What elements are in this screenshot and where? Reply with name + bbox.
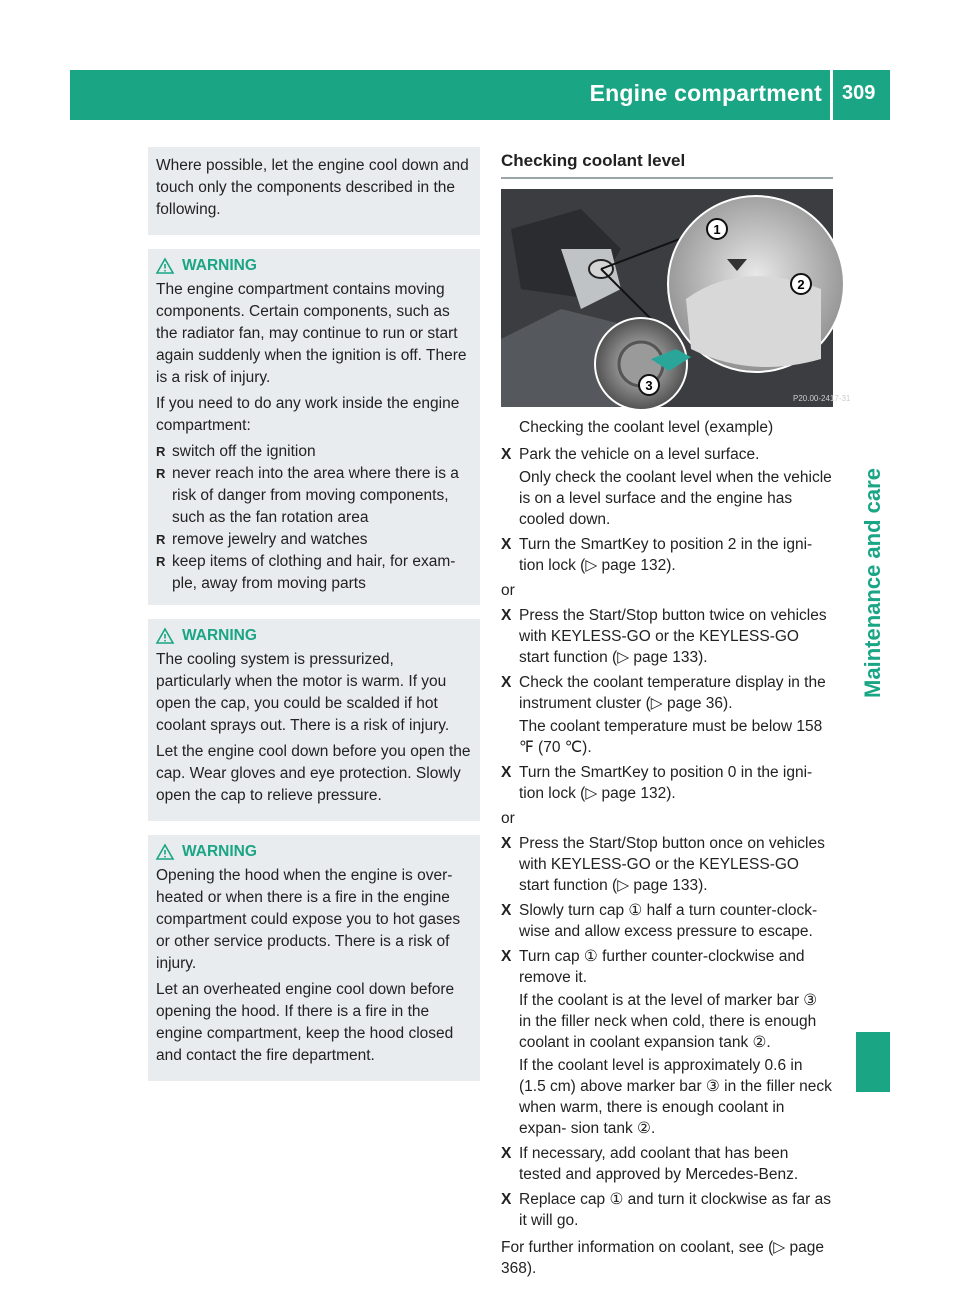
warning-heading: WARNING: [156, 841, 472, 863]
chapter-title: Engine compartment: [589, 80, 822, 106]
step: X Check the coolant temperature display in the instrument cluster (▷ page 36). The coolant temperature must be below 158 ℉ (70 ℃).: [501, 672, 833, 758]
step: X Replace cap ① and turn it clockwise as far as it will go.: [501, 1191, 831, 1229]
svg-text:3: 3: [645, 378, 653, 393]
intro-text: Where possible, let the engine cool down and touch only the components described in the following.: [156, 157, 469, 218]
step: X Slowly turn cap ① half a turn counter-clock- wise and allow excess pressure to escape.: [501, 902, 818, 940]
warning-list: [156, 441, 472, 595]
warning-heading: WARNING: [156, 625, 472, 647]
photo-caption: Checking the coolant level (example): [519, 419, 774, 436]
step: X Press the Start/Stop button twice on vehicles with KEYLESS-GO or the KEYLESS-GO start function (▷ page 133).: [501, 607, 827, 666]
or-label: or: [501, 582, 515, 599]
step: X Turn the SmartKey to position 2 in the igni- tion lock (▷ page 132).: [501, 536, 813, 574]
warning-heading: WARNING: [156, 255, 472, 277]
warning-triangle-icon: [156, 844, 174, 860]
list-item: R switch off the ignition: [156, 441, 472, 463]
step: X Press the Start/Stop button once on vehicles with KEYLESS-GO or the KEYLESS-GO start function (▷ page 133).: [501, 835, 825, 894]
header-divider: [830, 70, 833, 120]
step: X Park the vehicle on a level surface. Only check the coolant level when the vehicle is on a level surface and the engine has cooled down.: [501, 446, 832, 528]
step-arrow-icon: X: [501, 835, 512, 852]
warning-text: Let an overheated engine cool down before opening the hood. If there is a fire in the engine compartment, keep the hood closed and contact the fire department.: [156, 981, 455, 1064]
step-note: If the coolant level is approximately 0.6 in (1.5 cm) above marker bar ③ in the filler neck when warm, there is enough coolant in expan- sion tank ②.: [519, 1057, 832, 1137]
callout-1: [707, 219, 727, 239]
callout-2: [791, 274, 811, 294]
step-arrow-icon: X: [501, 948, 512, 965]
warning-text: If you need to do any work inside the engine compartment:: [156, 395, 460, 434]
step-arrow-icon: X: [501, 674, 512, 691]
warning-box-3: [148, 835, 480, 1081]
step-note: Only check the coolant level when the vehicle is on a level surface and the engine has cooled down.: [519, 469, 832, 528]
warning-text: The engine compartment contains moving components. Certain components, such as the radiator fan, may continue to run or start again suddenly when the ignition is off. There is a risk of injury.: [156, 281, 467, 386]
or-label: or: [501, 810, 515, 827]
intro-box: [148, 147, 480, 235]
warning-triangle-icon: [156, 258, 174, 274]
step-arrow-icon: X: [501, 902, 512, 919]
engine-coolant-photo: [501, 189, 851, 407]
side-tab-label: Maintenance and care: [860, 468, 885, 698]
section-title: Checking coolant level: [501, 150, 833, 179]
side-tab-marker: [856, 1032, 890, 1092]
photo-code: P20.00-2417-31: [793, 394, 851, 403]
step-arrow-icon: X: [501, 764, 512, 781]
step-arrow-icon: X: [501, 1191, 512, 1208]
step: X Turn cap ① further counter-clockwise and remove it. If the coolant is at the level of marker bar ③ in the filler neck when cold, there is enough coolant in coolant expansion tank ②. If the coolant level is approximately 0.6 in (1.5 cm) above marker bar ③ in the filler neck when warm, there is enough coolant in expan- sion tank ②.: [501, 948, 832, 1137]
side-tab: [858, 470, 888, 700]
warning-text: The cooling system is pressurized, particularly when the motor is warm. If you open the cap, you could be scalded if hot coolant sprays out. There is a risk of injury.: [156, 651, 450, 734]
warning-triangle-icon: [156, 628, 174, 644]
warning-box-2: [148, 619, 480, 821]
warning-box-1: [148, 249, 480, 605]
step-arrow-icon: X: [501, 607, 512, 624]
step-arrow-icon: X: [501, 446, 512, 463]
list-item: R remove jewelry and watches: [156, 529, 472, 551]
callout-3: [639, 375, 659, 395]
step-note: If the coolant is at the level of marker bar ③ in the filler neck when cold, there is enough coolant in coolant expansion tank ②.: [519, 992, 818, 1051]
svg-text:1: 1: [713, 222, 721, 237]
list-item: R never reach into the area where there is a risk of danger from moving components, such as the fan rotation area: [156, 463, 472, 529]
warning-text: Opening the hood when the engine is over- heated or when there is a fire in the engine compartment could expose you to hot gases or other service products. There is a risk of injury.: [156, 867, 461, 972]
warning-text: Let the engine cool down before you open the cap. Wear gloves and eye protection. Slowly open the cap to relieve pressure.: [156, 743, 471, 804]
step-note: The coolant temperature must be below 158 ℉ (70 ℃).: [519, 718, 823, 756]
step: X Turn the SmartKey to position 0 in the igni- tion lock (▷ page 132).: [501, 764, 813, 802]
page-number: 309: [842, 82, 876, 104]
step: X If necessary, add coolant that has been tested and approved by Mercedes-Benz.: [501, 1145, 799, 1183]
step-arrow-icon: X: [501, 536, 512, 553]
further-info: For further information on coolant, see (▷ page 368).: [501, 1239, 824, 1277]
svg-text:2: 2: [797, 277, 805, 292]
step-arrow-icon: X: [501, 1145, 512, 1162]
list-item: R keep items of clothing and hair, for exam- ple, away from moving parts: [156, 551, 472, 595]
